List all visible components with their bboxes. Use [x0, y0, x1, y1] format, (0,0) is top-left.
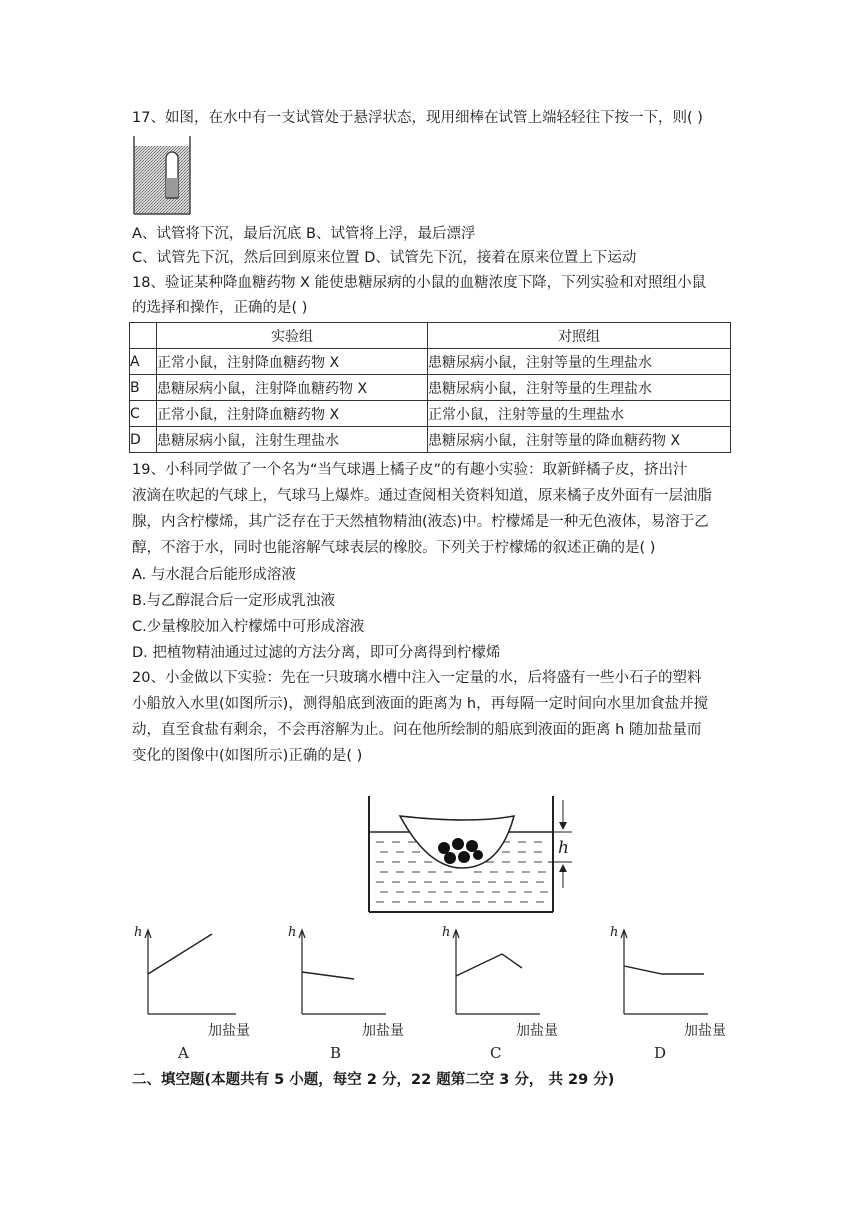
table-row: [130, 349, 731, 375]
graph-d-letter: D: [654, 1044, 667, 1062]
q18-options-table: [129, 322, 731, 453]
q17-options-cd: C、试管先下沉，然后回到原来位置 D、试管先下沉，接着在原来位置上下运动: [132, 250, 637, 266]
row-experimental: 患糖尿病小鼠，注射降血糖药物 X: [157, 375, 428, 401]
graph-c-ylabel: h: [442, 925, 451, 940]
q20-stem-line1: 20、小金做以下实验：先在一只玻璃水槽中注入一定量的水，后将盛有一些小石子的塑料: [132, 670, 702, 686]
graph-d: [604, 922, 734, 1062]
h-measure-label: h: [558, 838, 569, 858]
q19-stem-line2: 液滴在吹起的气球上，气球马上爆炸。通过查阅相关资料知道，原来橘子皮外面有一层油脂: [132, 488, 712, 504]
q19-option-a: A. 与水混合后能形成溶液: [132, 567, 296, 583]
graph-d-xlabel: 加盐量: [684, 1023, 726, 1039]
q19-option-c: C.少量橡胶加入柠檬烯中可形成溶液: [132, 619, 365, 635]
table-row: [130, 401, 731, 427]
q17-options-ab: A、试管将下沉，最后沉底 B、试管将上浮，最后漂浮: [132, 226, 476, 242]
table-row: [130, 427, 731, 453]
q19-option-b: B.与乙醇混合后一定形成乳浊液: [132, 593, 336, 609]
graph-a-curve: [148, 934, 212, 974]
row-key: A: [130, 349, 157, 375]
row-key: C: [130, 401, 157, 427]
q19-option-d: D. 把植物精油通过过滤的方法分离，即可分离得到柠檬烯: [132, 645, 501, 661]
graph-d-ylabel: h: [610, 925, 619, 940]
row-experimental: 正常小鼠，注射降血糖药物 X: [157, 401, 428, 427]
row-control: 正常小鼠，注射等量的生理盐水: [428, 401, 731, 427]
table-header-control: 对照组: [428, 323, 731, 349]
row-key: B: [130, 375, 157, 401]
row-control: 患糖尿病小鼠，注射等量的生理盐水: [428, 349, 731, 375]
q20-stem-line4: 变化的图像中(如图所示)正确的是( ): [132, 748, 363, 764]
row-experimental: 正常小鼠，注射降血糖药物 X: [157, 349, 428, 375]
row-control: 患糖尿病小鼠，注射等量的生理盐水: [428, 375, 731, 401]
q19-stem-line3: 腺，内含柠檬烯，其广泛存在于天然植物精油(液态)中。柠檬烯是一种无色液体，易溶于乙: [132, 514, 709, 530]
table-header-row: [130, 323, 731, 349]
row-experimental: 患糖尿病小鼠，注射生理盐水: [157, 427, 428, 453]
graph-a-letter: A: [178, 1044, 189, 1062]
q20-stem-line2: 小船放入水里(如图所示)，测得船底到液面的距离为 h，再每隔一定时间向水里加食盐并搅: [132, 696, 709, 712]
graph-c-curve: [456, 954, 522, 976]
q19-stem-line1: 19、小科同学做了一个名为“当气球遇上橘子皮”的有趣小实验：取新鲜橘子皮，挤出汁: [132, 462, 688, 478]
graph-c-xlabel: 加盐量: [516, 1023, 558, 1039]
q18-stem-line2: 的选择和操作，正确的是( ): [132, 300, 308, 316]
q17-stem: 17、如图，在水中有一支试管处于悬浮状态，现用细棒在试管上端轻轻往下按一下，则( ): [132, 110, 703, 126]
graph-b-curve: [302, 972, 354, 979]
table-row: [130, 375, 731, 401]
graph-a-ylabel: h: [134, 925, 143, 940]
row-key: D: [130, 427, 157, 453]
graph-b-ylabel: h: [288, 925, 297, 940]
q20-stem-line3: 动，直至食盐有剩余，不会再溶解为止。问在他所绘制的船底到液面的距离 h 随加盐量而: [132, 722, 702, 738]
table-header-blank: [130, 323, 157, 349]
section2-title: 二、填空题(本题共有 5 小题，每空 2 分，22 题第二空 3 分， 共 29 分): [132, 1072, 615, 1088]
graph-a-xlabel: 加盐量: [208, 1023, 250, 1039]
q19-stem-line4: 醇，不溶于水，同时也能溶解气球表层的橡胶。下列关于柠檬烯的叙述正确的是( ): [132, 540, 656, 556]
graph-c-letter: C: [490, 1044, 502, 1062]
tank-boat-diagram: [362, 790, 592, 920]
graph-a: [128, 922, 258, 1062]
row-control: 患糖尿病小鼠，注射等量的降血糖药物 X: [428, 427, 731, 453]
graph-b-xlabel: 加盐量: [362, 1023, 404, 1039]
floating-test-tube-figure: [130, 134, 194, 216]
graph-b-letter: B: [330, 1044, 342, 1062]
graph-d-curve: [624, 966, 704, 974]
q18-stem-line1: 18、验证某种降血糖药物 X 能使患糖尿病的小鼠的血糖浓度下降，下列实验和对照组小鼠: [132, 275, 707, 291]
table-header-experimental: 实验组: [157, 323, 428, 349]
graph-b: [282, 922, 412, 1062]
graph-c: [436, 922, 566, 1062]
